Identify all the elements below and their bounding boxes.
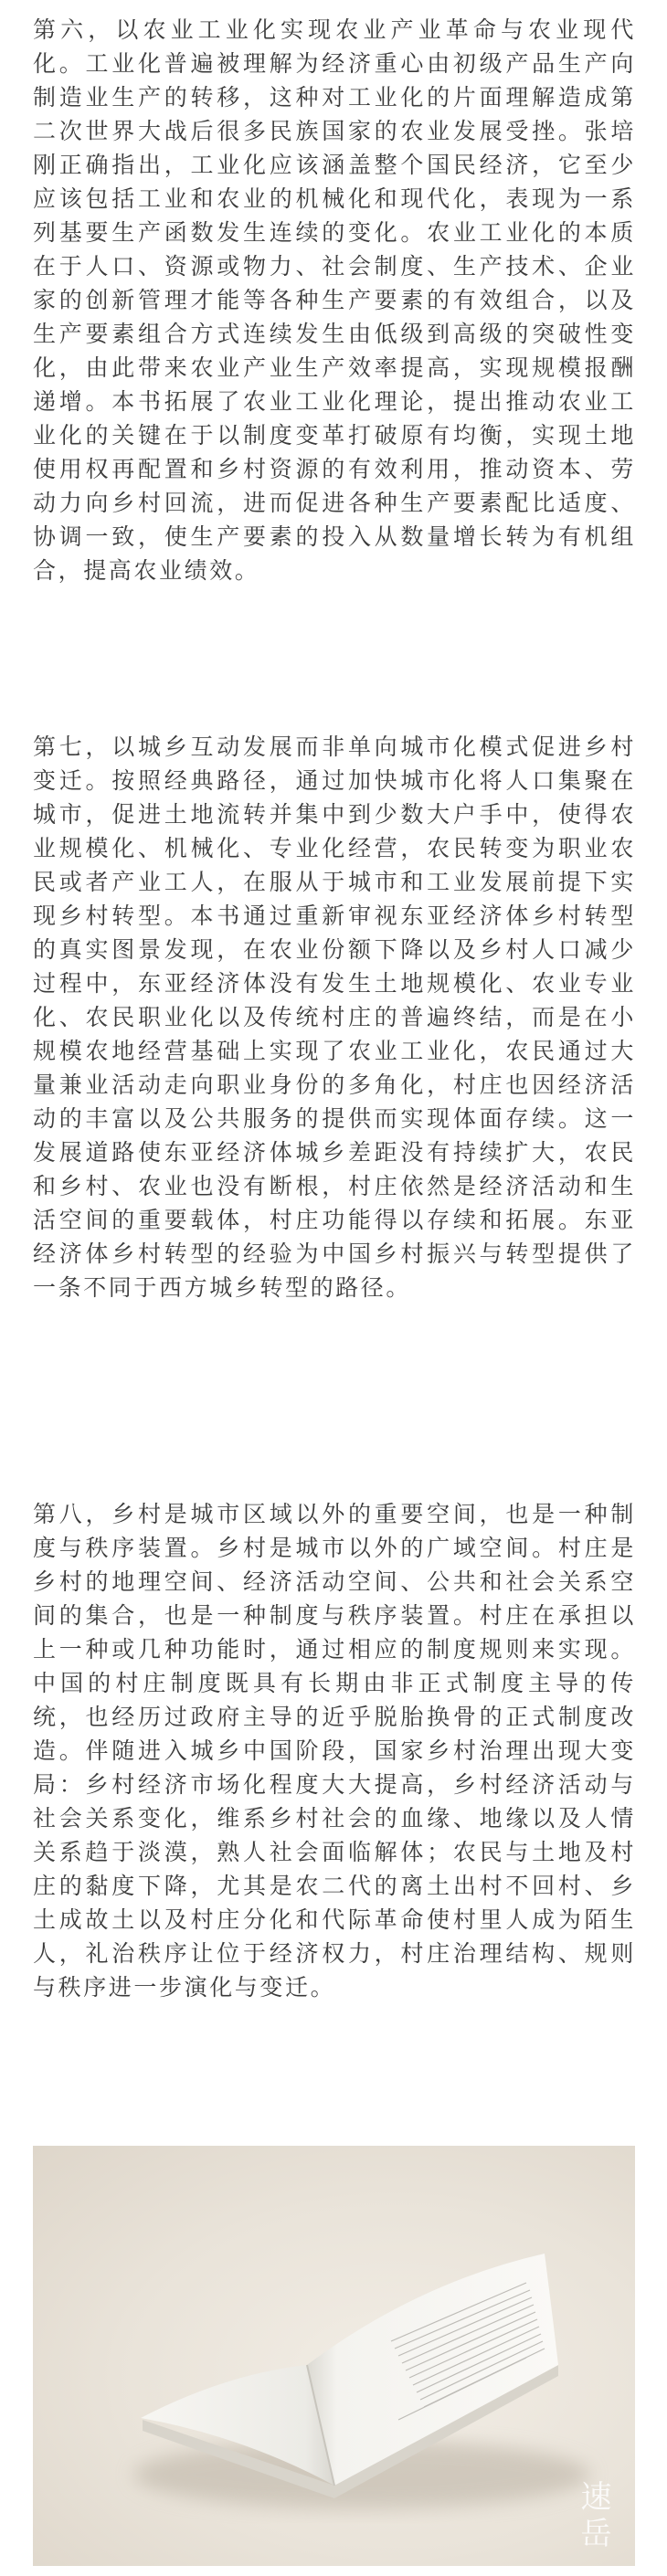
open-book-illustration bbox=[33, 2146, 635, 2566]
paragraph-7: 第七，以城乡互动发展而非单向城市化模式促进乡村变迁。按照经典路径，通过加快城市化将人口集聚在城市，促进土地流转并集中到少数大户手中，使得农业规模化、机械化、专业化经营，农民转变为职业农民或者产业工人，在服从于城市和工业发展前提下实现乡村转型。本书通过重新审视东亚经济体乡村转型的真实图景发现，在农业份额下降以及乡村人口减少过程中，东亚经济体没有发生土地规模化、农业专业化、农民职业化以及传统村庄的普遍终结，而是在小规模农地经营基础上实现了农业工业化，农民通过大量兼业活动走向职业身份的多角化，村庄也因经济活动的丰富以及公共服务的提供而实现体面存续。这一发展道路使东亚经济体城乡差距没有持续扩大，农民和乡村、农业也没有断根，村庄依然是经济活动和生活空间的重要载体，村庄功能得以存续和拓展。东亚经济体乡村转型的经验为中国乡村振兴与转型提供了一条不同于西方城乡转型的路径。 bbox=[33, 734, 636, 1301]
open-book-photo bbox=[33, 2146, 635, 2566]
watermark-text: 速岳 bbox=[575, 2480, 611, 2553]
paragraph-8: 第八，乡村是城市区域以外的重要空间，也是一种制度与秩序装置。乡村是城市以外的广域空间。村庄是乡村的地理空间、经济活动空间、公共和社会关系空间的集合，也是一种制度与秩序装置。村庄在承担以上一种或几种功能时，通过相应的制度规则来实现。中国的村庄制度既具有长期由非正式制度主导的传统，也经历过政府主导的近乎脱胎换骨的正式制度改造。伴随进入城乡中国阶段，国家乡村治理出现大变局：乡村经济市场化程度大大提高，乡村经济活动与社会关系变化，维系乡村社会的血缘、地缘以及人情关系趋于淡漠，熟人社会面临解体；农民与土地及村庄的黏度下降，尤其是农二代的离土出村不回村、乡土成故土以及村庄分化和代际革命使村里人成为陌生人，礼治秩序让位于经济权力，村庄治理结构、规则与秩序进一步演化与变迁。 bbox=[33, 1501, 636, 2001]
paragraph-6: 第六，以农业工业化实现农业产业革命与农业现代化。工业化普遍被理解为经济重心由初级产品生产向制造业生产的转移，这种对工业化的片面理解造成第二次世界大战后很多民族国家的农业发展受挫。张培刚正确指出，工业化应该涵盖整个国民经济，它至少应该包括工业和农业的机械化和现代化，表现为一系列基要生产函数发生连续的变化。农业工业化的本质在于人口、资源或物力、社会制度、生产技术、企业家的创新管理才能等各种生产要素的有效组合，以及生产要素组合方式连续发生由低级到高级的突破性变化，由此带来农业产业生产效率提高，实现规模报酬递增。本书拓展了农业工业化理论，提出推动农业工业化的关键在于以制度变革打破原有均衡，实现土地使用权再配置和乡村资源的有效利用，推动资本、劳动力向乡村回流，进而促进各种生产要素配比适度、协调一致，使生产要素的投入从数量增长转为有机组合，提高农业绩效。 bbox=[33, 16, 636, 584]
